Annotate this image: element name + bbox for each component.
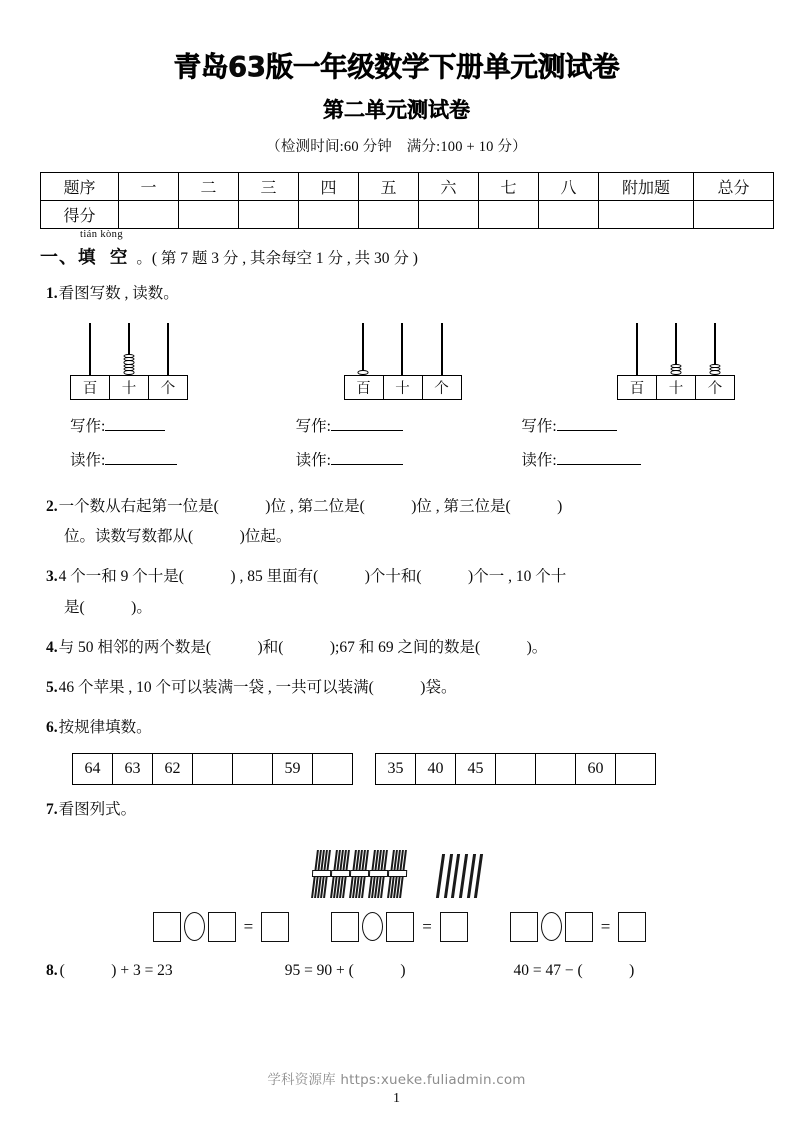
- section-keyword-text: 填 空: [78, 246, 133, 267]
- equation-2-equals-sign: =: [422, 916, 432, 936]
- question-7-number: 7.: [46, 801, 58, 819]
- read-line-2: [296, 448, 522, 470]
- equation-3-equals-sign: =: [600, 916, 611, 936]
- score-cell-7[interactable]: [479, 200, 539, 228]
- score-cell-8[interactable]: [539, 200, 599, 228]
- page-number: 1: [393, 1091, 400, 1106]
- question-2: [40, 492, 753, 552]
- write-label-1: 写作:: [70, 417, 106, 435]
- read-line-1: [70, 448, 296, 470]
- read-label-2: 读作:: [295, 451, 331, 469]
- question-8-item-3: 40 = 47 − ( ): [513, 961, 635, 979]
- equation-1-operand-1-box[interactable]: [153, 912, 181, 942]
- question-3: [40, 562, 753, 622]
- answer-column-2: [296, 414, 522, 482]
- single-stick-6: [474, 854, 483, 898]
- score-table-header-bonus: 附加题: [599, 172, 694, 200]
- read-blank-1[interactable]: [105, 464, 177, 465]
- sticks-diagram: [40, 842, 753, 898]
- abacus-2-rod-tens: [383, 323, 422, 375]
- score-table-header-6: 六: [419, 172, 479, 200]
- place-label-tens: 十: [657, 376, 696, 399]
- place-label-tens: 十: [110, 376, 149, 399]
- question-5-text: 46 个苹果 , 10 个可以装满一袋 , 一共可以装满( )袋。: [58, 678, 457, 696]
- read-blank-3[interactable]: [557, 464, 641, 465]
- place-label-tens: 十: [384, 376, 423, 399]
- place-label-ones: 个: [696, 376, 735, 399]
- abacus-2-rod-ones: [422, 323, 461, 375]
- equation-template-row: [40, 912, 753, 942]
- question-4-number: 4.: [46, 638, 58, 656]
- read-label-1: 读作:: [70, 451, 106, 469]
- place-label-ones: 个: [423, 376, 462, 399]
- score-cell-2[interactable]: [179, 200, 239, 228]
- number-sequence-1: [72, 753, 353, 785]
- write-line-1: [70, 414, 296, 436]
- equation-2-result-box[interactable]: [440, 912, 468, 942]
- equation-1-equals-sign: =: [243, 916, 254, 936]
- answer-column-1: [70, 414, 296, 482]
- equation-1-operator-circle[interactable]: [184, 912, 205, 941]
- sequence-1-cell-4[interactable]: [193, 754, 233, 784]
- score-table-header-2: 二: [179, 172, 239, 200]
- score-table-header-3: 三: [239, 172, 299, 200]
- score-cell-total[interactable]: [694, 200, 774, 228]
- write-blank-1[interactable]: [105, 430, 165, 431]
- page-title: 青岛63版一年级数学下册单元测试卷: [173, 51, 620, 83]
- question-2-line-1: 一个数从右起第一位是( )位 , 第二位是( )位 , 第三位是( ): [58, 497, 563, 515]
- question-8-item-1: ( ) + 3 = 23: [59, 961, 173, 979]
- single-stick-1: [436, 854, 445, 898]
- sequence-2-cell-2[interactable]: 40: [416, 754, 456, 784]
- equation-2-operand-2-box[interactable]: [386, 912, 414, 942]
- write-line-2: [296, 414, 522, 436]
- question-8-number: 8.: [46, 961, 58, 979]
- equation-1-operand-2-box[interactable]: [208, 912, 236, 942]
- question-8: [40, 958, 753, 980]
- section-pinyin: tián kòng: [80, 228, 123, 240]
- read-line-3: [521, 448, 747, 470]
- number-sequence-2: [375, 753, 656, 785]
- question-3-line-2: 是( )。: [64, 598, 152, 616]
- equation-template-2: [331, 912, 468, 942]
- question-6: [40, 713, 753, 743]
- question-6-number: 6.: [46, 719, 58, 737]
- abacus-3-ones-beads: [710, 365, 721, 375]
- equation-1-result-box[interactable]: [261, 912, 289, 942]
- single-sticks-group: [439, 854, 480, 898]
- abacus-1-rods: [70, 323, 188, 375]
- write-line-3: [521, 414, 747, 436]
- sequence-2-cell-1[interactable]: 35: [376, 754, 416, 784]
- answer-column-3: [521, 414, 747, 482]
- read-label-3: 读作:: [521, 451, 557, 469]
- equation-3-operand-2-box[interactable]: [565, 912, 593, 942]
- abacus-1-rod-tens: [109, 323, 148, 375]
- score-table-header-5: 五: [359, 172, 419, 200]
- watermark-text: 学科资源库 https:xueke.fuliadmin.com: [267, 1072, 526, 1088]
- equation-3-operator-circle[interactable]: [541, 912, 562, 941]
- question-8-item-2: 95 = 90 + ( ): [284, 961, 406, 979]
- question-1: [40, 279, 753, 309]
- question-1-text: 看图写数 , 读数。: [58, 284, 179, 302]
- abacus-1-tens-beads: [123, 355, 134, 375]
- question-3-number: 3.: [46, 568, 58, 586]
- abacus-diagram-row: [40, 309, 753, 400]
- abacus-2-rods: [344, 323, 462, 375]
- write-label-2: 写作:: [295, 417, 331, 435]
- score-cell-6[interactable]: [419, 200, 479, 228]
- abacus-2-rod-hundreds: [344, 323, 383, 375]
- score-table-label-question-order: 题序: [41, 172, 119, 200]
- score-table: [40, 172, 774, 229]
- single-stick-4: [459, 854, 468, 898]
- stick-bundle-5: [386, 850, 408, 898]
- section-number: 一、: [40, 246, 78, 267]
- score-table-header-4: 四: [299, 172, 359, 200]
- section-scoring-note: 。( 第 7 题 3 分 , 其余每空 1 分 , 共 30 分 ): [136, 249, 418, 267]
- score-cell-5[interactable]: [359, 200, 419, 228]
- sequence-2-cell-3[interactable]: 45: [456, 754, 496, 784]
- score-table-header-8: 八: [539, 172, 599, 200]
- question-2-number: 2.: [46, 497, 58, 515]
- sequence-1-cell-7[interactable]: [313, 754, 353, 784]
- abacus-3-rod-hundreds: [617, 323, 656, 375]
- sequence-2-cell-6[interactable]: 60: [576, 754, 616, 784]
- question-3-line-1: 4 个一和 9 个十是( ) , 85 里面有( )个十和( )个一 , 10 个十: [58, 568, 567, 586]
- score-cell-3[interactable]: [239, 200, 299, 228]
- abacus-1: [70, 323, 188, 400]
- abacus-2: [344, 323, 462, 400]
- sequence-2-cell-4[interactable]: [496, 754, 536, 784]
- equation-2-operand-1-box[interactable]: [331, 912, 359, 942]
- abacus-3-rod-ones: [696, 323, 735, 375]
- abacus-2-hundreds-beads: [358, 371, 369, 374]
- question-1-number: 1.: [46, 284, 58, 302]
- bundled-sticks-group: [313, 850, 405, 898]
- number-pattern-row: [40, 753, 753, 785]
- equation-template-3: [510, 912, 647, 942]
- section-heading-fill-in-blanks: [40, 228, 753, 269]
- score-cell-4[interactable]: [299, 200, 359, 228]
- sequence-1-cell-1[interactable]: 64: [73, 754, 113, 784]
- score-table-header-1: 一: [119, 172, 179, 200]
- score-table-label-score: 得分: [41, 200, 119, 228]
- question-4-text: 与 50 相邻的两个数是( )和( );67 和 69 之间的数是( )。: [58, 638, 548, 656]
- place-label-hundreds: 百: [618, 376, 657, 399]
- equation-template-1: [153, 912, 290, 942]
- exam-info-note: （检测时间:60 分钟 满分:100 + 10 分）: [266, 138, 527, 155]
- question-2-line-2: 位。读数写数都从( )位起。: [64, 528, 292, 546]
- score-table-header-7: 七: [479, 172, 539, 200]
- write-read-answer-rows: [40, 414, 753, 482]
- abacus-3-rods: [617, 323, 735, 375]
- sequence-1-cell-2[interactable]: 63: [113, 754, 153, 784]
- write-blank-2[interactable]: [331, 430, 403, 431]
- table-row-score: [41, 200, 774, 228]
- abacus-1-rod-hundreds: [70, 323, 109, 375]
- section-keyword: [78, 228, 136, 269]
- page-subtitle: 第二单元测试卷: [323, 97, 470, 122]
- abacus-1-place-labels: [70, 375, 188, 400]
- equation-2-operator-circle[interactable]: [362, 912, 383, 941]
- question-5-number: 5.: [46, 678, 58, 696]
- abacus-3-place-labels: [617, 375, 735, 400]
- question-5: [40, 673, 753, 703]
- table-row-question-order: [41, 172, 774, 200]
- read-blank-2[interactable]: [331, 464, 403, 465]
- abacus-2-place-labels: [344, 375, 462, 400]
- abacus-1-rod-ones: [149, 323, 188, 375]
- question-4: [40, 633, 753, 663]
- abacus-3-tens-beads: [670, 365, 681, 375]
- sequence-2-cell-7[interactable]: [616, 754, 656, 784]
- score-cell-bonus[interactable]: [599, 200, 694, 228]
- equation-3-operand-1-box[interactable]: [510, 912, 538, 942]
- abacus-3: [617, 323, 735, 400]
- score-cell-1[interactable]: [119, 200, 179, 228]
- write-blank-3[interactable]: [557, 430, 617, 431]
- sequence-2-cell-5[interactable]: [536, 754, 576, 784]
- question-7: [40, 795, 753, 825]
- abacus-3-rod-tens: [656, 323, 695, 375]
- sequence-1-cell-3[interactable]: 62: [153, 754, 193, 784]
- equation-3-result-box[interactable]: [618, 912, 646, 942]
- sequence-1-cell-6[interactable]: 59: [273, 754, 313, 784]
- question-6-text: 按规律填数。: [58, 719, 152, 737]
- write-label-3: 写作:: [521, 417, 557, 435]
- sequence-1-cell-5[interactable]: [233, 754, 273, 784]
- question-7-text: 看图列式。: [58, 801, 137, 819]
- score-table-header-total: 总分: [694, 172, 774, 200]
- place-label-ones: 个: [149, 376, 188, 399]
- place-label-hundreds: 百: [71, 376, 110, 399]
- place-label-hundreds: 百: [345, 376, 384, 399]
